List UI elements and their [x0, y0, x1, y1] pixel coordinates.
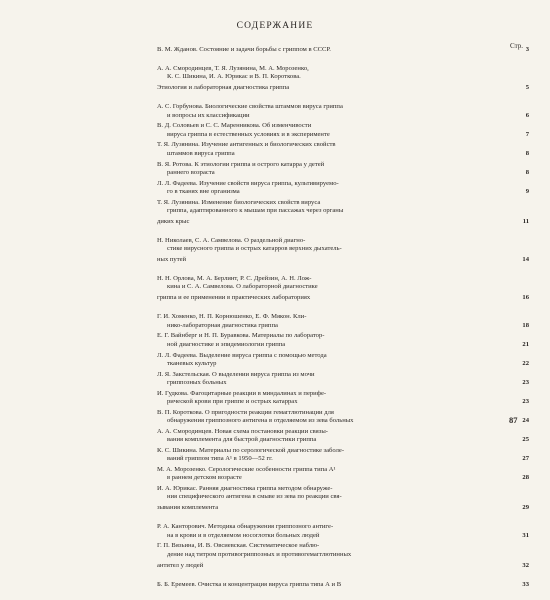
- toc-entry-page: 22: [522, 359, 529, 367]
- toc-entry: [157, 542, 529, 561]
- toc-entry-page: 23: [522, 397, 529, 405]
- toc-entry-text: Т. Я. Лузянина. Изменение биологических свойств вируса: [157, 198, 321, 206]
- toc-entry-text: Этиология и лабораторная диагностика гриппа: [157, 84, 290, 92]
- toc-entry: [157, 562, 529, 581]
- toc-entry-page: 16: [522, 294, 529, 302]
- toc-entry-text: Г. И. Хоменко, Н. П. Корнюшенко, Е. Ф. Мякон. Кли-: [157, 313, 307, 321]
- toc-entry-page: 7: [525, 130, 529, 138]
- toc-entry-text-continued: в раннем детском возрасте: [167, 474, 242, 482]
- toc-entry: [157, 504, 529, 523]
- toc-entry-text-continued: ваний гриппом типа А¹ в 1950—52 гг.: [167, 455, 273, 463]
- toc-entry-text-continued: на в крови и в отделяемом носоглотки больных людей: [167, 531, 320, 539]
- toc-entry-page: 33: [522, 580, 529, 588]
- toc-entry: [157, 65, 529, 84]
- toc-entry-page: 3: [525, 46, 529, 53]
- toc-entry-page: 8: [525, 149, 529, 157]
- toc-entry-text: зывания комплемента: [157, 504, 219, 512]
- toc-entry-page: 6: [525, 111, 529, 119]
- toc-entry-text-continued: тканевых культур: [167, 359, 217, 367]
- toc-entry-text-continued: дение над титром противогриппозных и противогемагглютинных: [167, 550, 352, 558]
- toc-entry: [157, 46, 529, 65]
- toc-entry-text: Г. П. Вязьина, И. В. Овсиевская. Систематическое наблю-: [157, 542, 320, 550]
- toc-entry-text-continued: гриппа, адаптированного к мышам при пассажах через органы: [167, 207, 344, 215]
- toc-entry: [157, 313, 529, 332]
- toc-entry: [157, 275, 529, 294]
- toc-entry: [157, 581, 529, 600]
- toc-entry: [157, 485, 529, 504]
- toc-entry: [157, 237, 529, 256]
- toc-entry-page: 29: [522, 504, 529, 512]
- toc-entry-text: В. М. Жданов. Состояние и задачи борьбы с гриппом в СССР.: [157, 46, 331, 53]
- toc-entry-text-continued: К. С. Шикина, И. А. Юрикас и В. П. Короткова.: [167, 73, 301, 81]
- toc-entry-text: И. А. Юрикас. Ранняя диагностика гриппа методом обнаруже-: [157, 485, 333, 493]
- toc-entry-page: 8: [525, 168, 529, 176]
- toc-entry-page: 31: [522, 531, 529, 539]
- toc-entry-page: 28: [522, 474, 529, 482]
- toc-entry: [157, 161, 529, 180]
- toc-entry-text: Е. Г. Вайнберг и Н. П. Буравкова. Материалы по лаборатор-: [157, 332, 325, 340]
- toc-entry: [157, 294, 529, 313]
- toc-entry-text: Н. Николаев, С. А. Самвелова. О раздельной диагно-: [157, 236, 306, 244]
- table-of-contents: [157, 46, 529, 600]
- toc-entry-text: М. А. Морозенко. Серологические особенности гриппа типа А¹: [157, 466, 336, 474]
- toc-entry: [157, 428, 529, 447]
- toc-entry-page: 5: [525, 84, 529, 92]
- toc-entry: [157, 466, 529, 485]
- toc-entry-page: 21: [522, 340, 529, 348]
- toc-entry-text: Р. А. Канторович. Методика обнаружения гриппозного антиге-: [157, 523, 334, 531]
- toc-entry: [157, 199, 529, 218]
- toc-entry-text: В. П. Короткова. О пригодности реакции гемагглютинации для: [157, 408, 334, 416]
- toc-entry: [157, 523, 529, 542]
- page-number: 87: [509, 415, 518, 425]
- toc-entry: [157, 218, 529, 237]
- toc-entry-text: Л. Я. Закстельская. О выделении вируса гриппа из мочи: [157, 370, 315, 378]
- toc-entry-text: В. Я. Ротова. К этиологии гриппа и острого катарра у детей: [157, 160, 325, 168]
- toc-entry-page: 9: [525, 187, 529, 195]
- toc-entry-text-continued: нико-лабораторная диагностика гриппа: [167, 321, 278, 329]
- toc-entry: [157, 371, 529, 390]
- toc-entry: [157, 256, 529, 275]
- toc-entry: [157, 141, 529, 160]
- toc-entry-text-continued: вания комплемента для быстрой диагностики гриппа: [167, 436, 317, 444]
- toc-entry: [157, 409, 529, 428]
- page-title: СОДЕРЖАНИЕ: [236, 21, 314, 31]
- toc-entry-text-continued: вируса гриппа в естественных условиях и в эксперименте: [167, 130, 330, 138]
- toc-entry: [157, 352, 529, 371]
- toc-entry-text-continued: го в тканях вне организма: [167, 187, 240, 195]
- toc-entry-text: антител у людей: [157, 561, 204, 569]
- toc-entry-text: ных путей: [157, 256, 187, 264]
- toc-entry-text: Н. Н. Орлова, М. А. Берлинт, Р. С. Дрейзин, А. Н. Лож-: [157, 275, 312, 283]
- toc-entry-text-continued: ной диагностике и эпидемиологии гриппа: [167, 340, 286, 348]
- toc-entry-text: К. С. Шикина. Материалы по серологической диагностике заболе-: [157, 446, 345, 454]
- toc-entry-text-continued: ния специфического антигена в смыве из зева по реакции свя-: [167, 493, 342, 501]
- toc-entry-text: Б. Б. Еремеев. Очистка и концентрация вируса гриппа типа А и В: [157, 580, 342, 588]
- toc-entry-text: гриппа и ее применении в практических лабораториях: [157, 294, 311, 302]
- toc-entry: [157, 180, 529, 199]
- toc-entry-text-continued: рической крови при гриппе и острых катаррах: [167, 397, 298, 405]
- toc-entry: [157, 84, 529, 103]
- toc-entry-page: 18: [522, 321, 529, 329]
- toc-entry-text: А. А. Смородинцев, Т. Я. Лузянина, М. А. Морозенко,: [157, 65, 309, 73]
- toc-entry-text: Л. Л. Фадеева. Выделение вируса гриппа с помощью метода: [157, 351, 327, 359]
- toc-entry-text: А. С. Горбунова. Биологические свойства штаммов вируса гриппа: [157, 103, 343, 111]
- toc-entry-text-continued: раннего возраста: [167, 168, 215, 176]
- toc-entry-text-continued: стике вирусного гриппа и острых катарров верхних дыхатель-: [167, 245, 342, 253]
- toc-entry-text-continued: штаммов вируса гриппа: [167, 149, 235, 157]
- toc-entry-page: 11: [522, 217, 529, 225]
- toc-entry-text-continued: и вопросы их классификации: [167, 111, 250, 119]
- toc-entry: [157, 122, 529, 141]
- toc-entry-page: 23: [522, 378, 529, 386]
- toc-entry-text-continued: кина и С. А. Самвелова. О лабораторной диагностике: [167, 283, 318, 291]
- toc-entry-text: Л. Л. Фадеева. Изучение свойств вируса гриппа, культивируемо-: [157, 179, 339, 187]
- toc-entry-text: И. Гудкова. Фагоцитарные реакции в миндалинах и перифе-: [157, 389, 327, 397]
- toc-entry-text-continued: обнаружения гриппозного антигена в отделяемом из зева больных: [167, 417, 354, 425]
- toc-entry: [157, 332, 529, 351]
- toc-entry-page: 14: [522, 256, 529, 264]
- toc-entry-page: 32: [522, 561, 529, 569]
- toc-entry-text: Т. Я. Лузянина. Изучение антигенных и биологических свойств: [157, 141, 336, 149]
- toc-entry-text-continued: гриппозных больных: [167, 378, 227, 386]
- toc-entry-page: 24: [522, 417, 529, 425]
- toc-entry: [157, 390, 529, 409]
- toc-entry-page: 27: [522, 455, 529, 463]
- toc-entry-text: В. Д. Соловьев и С. С. Маренникова. Об изменчивости: [157, 122, 312, 130]
- toc-entry-text: диких крыс: [157, 217, 190, 225]
- page-column-header: Стр.: [510, 42, 523, 50]
- toc-entry: [157, 103, 529, 122]
- toc-entry-text: А. А. Смородинцев. Новая схема постановки реакции связы-: [157, 427, 328, 435]
- toc-entry-page: 25: [522, 436, 529, 444]
